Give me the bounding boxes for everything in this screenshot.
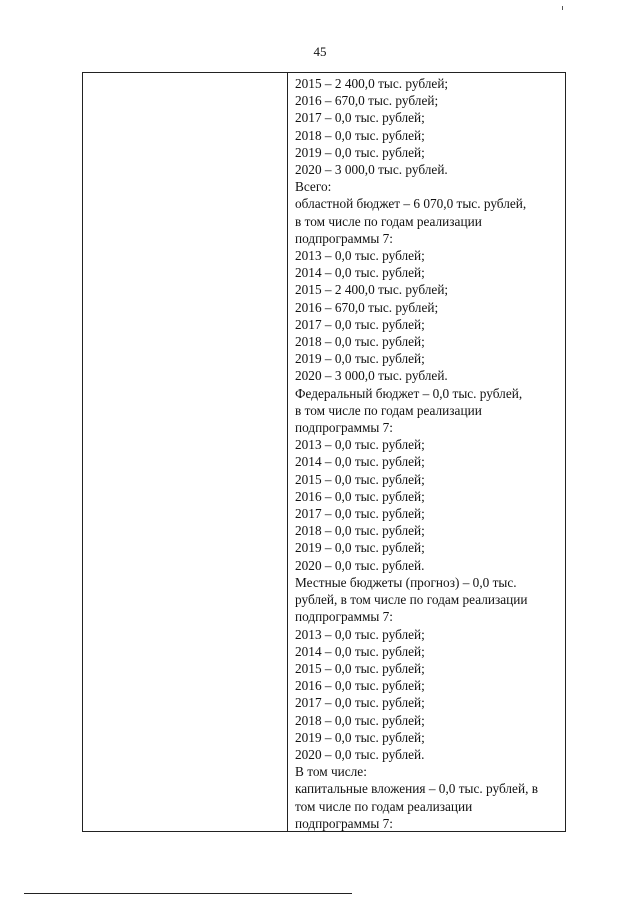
table-right-cell: [295, 75, 561, 832]
funding-line: 2016 – 670,0 тыс. рублей;: [295, 93, 439, 109]
funding-line: том числе по годам реализации: [295, 798, 473, 814]
page-number: 45: [313, 44, 327, 59]
funding-line: 2019 – 0,0 тыс. рублей;: [295, 144, 425, 160]
funding-line: 2019 – 0,0 тыс. рублей;: [295, 729, 425, 745]
funding-line: 2015 – 2 400,0 тыс. рублей;: [295, 76, 449, 91]
funding-line: подпрограммы 7:: [295, 230, 393, 246]
funding-line: 2018 – 0,0 тыс. рублей;: [295, 523, 425, 539]
funding-line: 2018 – 0,0 тыс. рублей;: [295, 127, 425, 143]
funding-line: Местные бюджеты (прогноз) – 0,0 тыс.: [295, 574, 517, 590]
funding-line: 2020 – 0,0 тыс. рублей.: [295, 746, 425, 762]
column-divider: [287, 73, 288, 831]
funding-line: Всего:: [295, 179, 332, 195]
funding-line: в том числе по годам реализации: [295, 402, 482, 418]
scan-mark: [562, 6, 563, 10]
funding-line: 2016 – 0,0 тыс. рублей;: [295, 488, 425, 504]
funding-line: 2018 – 0,0 тыс. рублей;: [295, 334, 425, 350]
funding-line: 2014 – 0,0 тыс. рублей;: [295, 454, 425, 470]
funding-line: 2019 – 0,0 тыс. рублей;: [295, 540, 425, 556]
funding-line: капитальные вложения – 0,0 тыс. рублей, в: [295, 781, 538, 797]
funding-line: 2014 – 0,0 тыс. рублей;: [295, 265, 425, 281]
funding-line: 2013 – 0,0 тыс. рублей;: [295, 248, 425, 264]
funding-line: 2017 – 0,0 тыс. рублей;: [295, 110, 425, 126]
funding-line: 2014 – 0,0 тыс. рублей;: [295, 643, 425, 659]
funding-line: в том числе по годам реализации: [295, 213, 482, 229]
funding-line: В том числе:: [295, 764, 367, 780]
funding-line: 2015 – 0,0 тыс. рублей;: [295, 660, 425, 676]
funding-line: подпрограммы 7:: [295, 815, 393, 831]
funding-line: 2015 – 2 400,0 тыс. рублей;: [295, 282, 449, 298]
funding-line: подпрограммы 7:: [295, 609, 393, 625]
funding-line: 2013 – 0,0 тыс. рублей;: [295, 437, 425, 453]
funding-line: 2017 – 0,0 тыс. рублей;: [295, 506, 425, 522]
funding-line: 2017 – 0,0 тыс. рублей;: [295, 695, 425, 711]
funding-line: областной бюджет – 6 070,0 тыс. рублей,: [295, 196, 527, 212]
footnote-separator: [24, 893, 352, 894]
funding-line: Федеральный бюджет – 0,0 тыс. рублей,: [295, 385, 523, 401]
funding-line: 2020 – 3 000,0 тыс. рублей.: [295, 162, 448, 178]
funding-line: 2018 – 0,0 тыс. рублей;: [295, 712, 425, 728]
funding-table: [82, 72, 566, 832]
funding-line: подпрограммы 7:: [295, 420, 393, 436]
funding-line: рублей, в том числе по годам реализации: [295, 592, 528, 608]
funding-line: 2016 – 670,0 тыс. рублей;: [295, 299, 439, 315]
funding-line: 2013 – 0,0 тыс. рублей;: [295, 626, 425, 642]
funding-line: 2019 – 0,0 тыс. рублей;: [295, 351, 425, 367]
funding-line: 2016 – 0,0 тыс. рублей;: [295, 678, 425, 694]
funding-line: 2020 – 3 000,0 тыс. рублей.: [295, 368, 448, 384]
funding-line: 2015 – 0,0 тыс. рублей;: [295, 471, 425, 487]
funding-line: 2020 – 0,0 тыс. рублей.: [295, 557, 425, 573]
funding-line: 2017 – 0,0 тыс. рублей;: [295, 316, 425, 332]
